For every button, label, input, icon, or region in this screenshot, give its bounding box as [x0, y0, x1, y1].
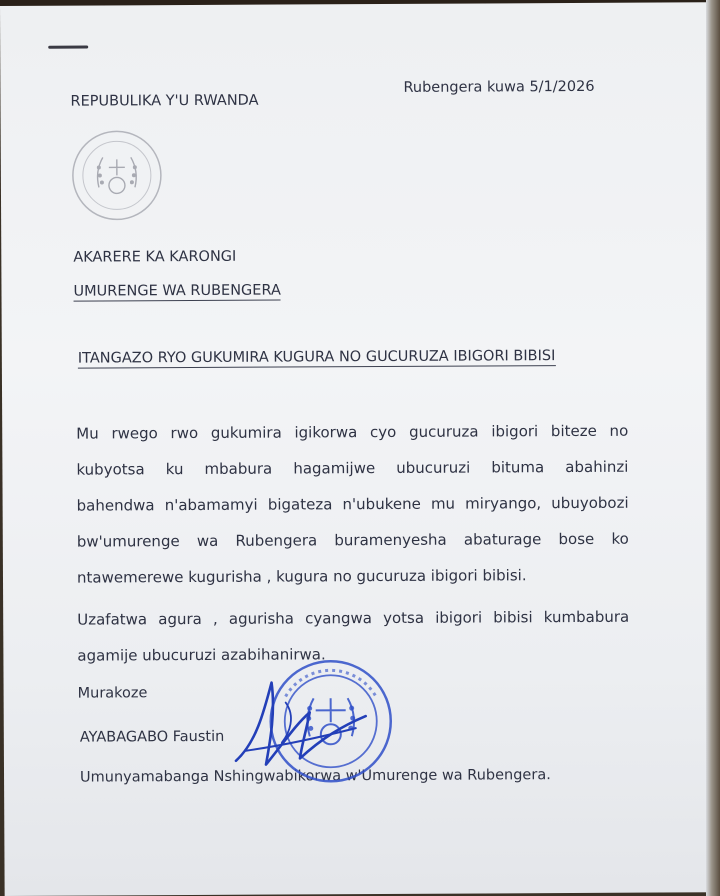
rwanda-emblem: [69, 127, 166, 224]
page-right-edge: [706, 0, 720, 896]
handwritten-signature: [225, 672, 376, 773]
closing-text: Murakoze: [77, 685, 148, 702]
paragraph-1-line: kubyotsa ku mbabura hagamijwe ubucuruzi bituma abahinzi: [76, 457, 629, 479]
signatory-name: AYABAGABO Faustin: [79, 728, 225, 746]
pen-mark: [48, 46, 88, 49]
paragraph-2-line: agamije ubucuruzi azabihanirwa.: [77, 645, 326, 665]
paper-sheet: [0, 2, 713, 896]
republic-heading: REPUBULIKA Y'U RWANDA: [70, 92, 259, 110]
paragraph-1-line: bahendwa n'abamamyi bigateza n'ubukene mu miryango, ubuyobozi: [76, 493, 629, 515]
signatory-title: Umunyamabanga Nshingwabikorwa w'Umurenge wa Rubengera.: [79, 767, 551, 786]
district-heading: AKARERE KA KARONGI: [73, 248, 237, 266]
paragraph-1-line: ntawemerewe kugurisha , kugura no gucuruza ibigori bibisi.: [76, 566, 527, 587]
paragraph-1: [76, 413, 629, 596]
paragraph-1-line: bw'umurenge wa Rubengera buramenyesha abaturage bose ko: [76, 529, 629, 551]
paragraph-2-line: Uzafatwa agura , agurisha cyangwa yotsa ibigori bibisi kumbabura: [77, 607, 630, 629]
sector-heading: UMURENGE WA RUBENGERA: [73, 282, 281, 300]
paragraph-1-line: Mu rwego rwo gukumira igikorwa cyo gucuruza ibigori biteze no: [76, 421, 629, 443]
document-title: ITANGAZO RYO GUKUMIRA KUGURA NO GUCURUZA IBIGORI BIBISI: [77, 348, 556, 367]
place-date: Rubengera kuwa 5/1/2026: [403, 78, 595, 96]
